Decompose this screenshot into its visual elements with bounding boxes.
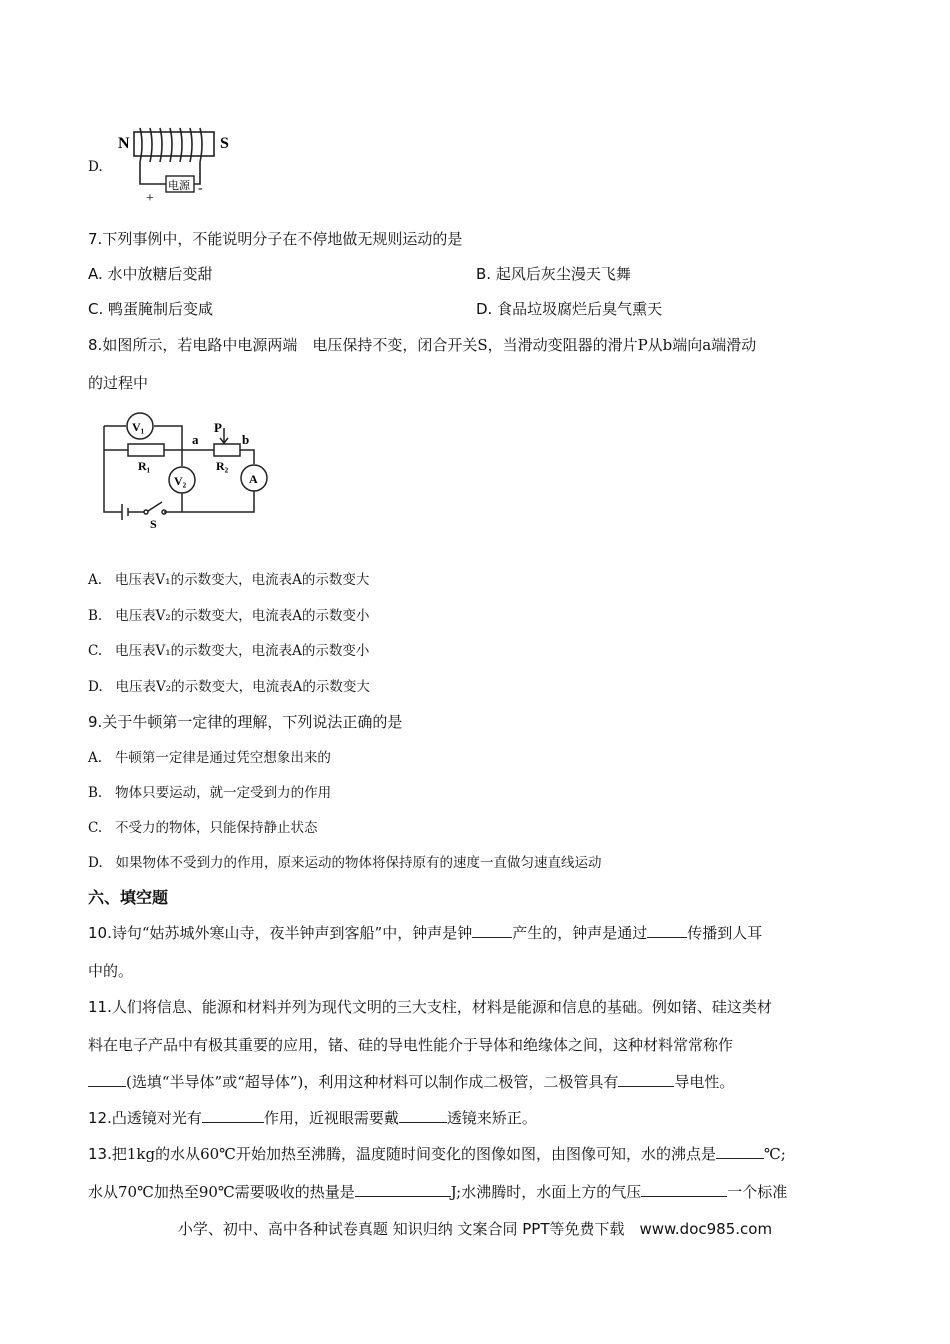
q9-option-d: D. 如果物体不受到力的作用，原来运动的物体将保持原有的速度一直做匀速直线运动	[88, 855, 602, 871]
q8-option-a: A. 电压表V₁的示数变大，电流表A的示数变大	[88, 572, 370, 588]
q8-stem-line1: 8.如图所示，若电路中电源两端 电压保持不变，闭合开关S，当滑动变阻器的滑片P从b端向a端滑动	[88, 336, 757, 354]
ammeter-label: A	[249, 472, 258, 486]
page-footer: 小学、初中、高中各种试卷真题 知识归纳 文案合同 PPT等免费下载 www.doc985.com	[177, 1220, 773, 1238]
solenoid-n-label: N	[118, 135, 130, 152]
q7-option-b: B. 起风后灰尘漫天飞舞	[476, 265, 631, 283]
q12-blank-2[interactable]	[399, 1108, 447, 1123]
a-end-label: a	[192, 432, 199, 447]
q13-blank-3[interactable]	[641, 1182, 727, 1197]
p-label: P	[214, 420, 222, 435]
b-end-label: b	[242, 432, 250, 447]
v2-label: V₂	[174, 474, 187, 488]
q11-blank-1[interactable]	[88, 1072, 126, 1087]
q9-stem: 9.关于牛顿第一定律的理解，下列说法正确的是	[88, 713, 403, 731]
q11-line2: 料在电子产品中有极其重要的应用，锗、硅的导电性能介于导体和绝缘体之间，这种材料常常称作	[88, 1036, 734, 1054]
power-source-label: 电源	[168, 180, 190, 192]
q8-stem-line2: 的过程中	[88, 374, 149, 392]
q7-stem: 7.下列事例中，不能说明分子在不停地做无规则运动的是	[88, 230, 463, 248]
q8-option-d: D. 电压表V₂的示数变大，电流表A的示数变大	[88, 679, 370, 695]
circuit-figure	[98, 408, 270, 530]
section-title: 六、填空题	[88, 888, 169, 907]
q11-line1: 11.人们将信息、能源和材料并列为现代文明的三大支柱，材料是能源和信息的基础。例如锗、硅这类材	[88, 998, 772, 1016]
q7-option-a: A. 水中放糖后变甜	[88, 265, 213, 283]
switch-label: S	[150, 517, 157, 530]
minus-sign: -	[198, 181, 203, 196]
q12-line: 12.凸透镜对光有 作用，近视眼需要戴 透镜来矫正。	[88, 1109, 537, 1127]
q6-option-d-label: D.	[88, 159, 103, 175]
r1-label: R₁	[138, 459, 151, 473]
solenoid-figure	[112, 118, 238, 204]
q7-option-c: C. 鸭蛋腌制后变咸	[88, 300, 214, 318]
q7-option-d: D. 食品垃圾腐烂后臭气熏天	[476, 300, 663, 318]
solenoid-s-label: S	[220, 135, 229, 152]
q11-blank-2[interactable]	[618, 1072, 674, 1087]
q9-option-c: C. 不受力的物体，只能保持静止状态	[88, 820, 318, 836]
q8-option-c: C. 电压表V₁的示数变大，电流表A的示数变小	[88, 643, 370, 659]
q13-blank-2[interactable]	[355, 1182, 451, 1197]
q9-option-a: A. 牛顿第一定律是通过凭空想象出来的	[88, 750, 331, 766]
q11-line3: (选填“半导体”或“超导体”)，利用这种材料可以制作成二极管，二极管具有 导电性。	[88, 1071, 734, 1093]
q12-blank-1[interactable]	[202, 1108, 264, 1123]
v1-label: V₁	[132, 420, 145, 434]
q13-line1: 13.把1kg的水从60℃开始加热至沸腾，温度随时间变化的图像如图，由图像可知，水的沸点是 ℃;	[88, 1145, 786, 1163]
q9-option-b: B. 物体只要运动，就一定受到力的作用	[88, 785, 332, 801]
r2-label: R₂	[216, 459, 229, 473]
q13-blank-1[interactable]	[716, 1144, 764, 1159]
plus-sign: +	[146, 191, 154, 204]
q13-line2: 水从70℃加热至90℃需要吸收的热量是 J;水沸腾时，水面上方的气压 一个标准	[88, 1183, 788, 1201]
q8-option-b: B. 电压表V₂的示数变大，电流表A的示数变小	[88, 608, 370, 624]
q10-blank-2[interactable]	[647, 923, 687, 938]
q10-blank-1[interactable]	[472, 923, 512, 938]
q10-line2: 中的。	[88, 962, 134, 980]
q10-line1: 10.诗句“姑苏城外寒山寺，夜半钟声到客船”中，钟声是钟 产生的，钟声是通过 传播到人耳	[88, 924, 763, 942]
